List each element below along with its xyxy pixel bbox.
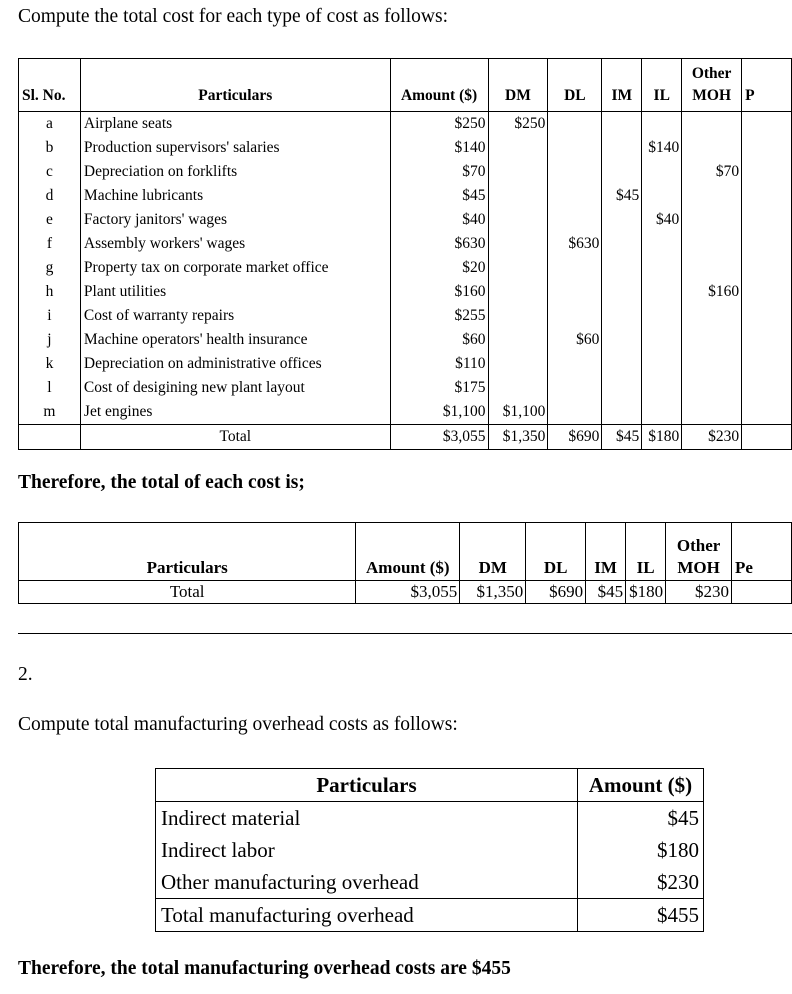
- intro-text: Compute the total cost for each type of cost as follows:: [18, 6, 448, 27]
- row-il: [642, 352, 682, 376]
- summary-header-im: IM: [586, 523, 626, 581]
- overhead-amount: $230: [578, 866, 704, 899]
- row-amount: $140: [390, 136, 488, 160]
- row-im: [602, 208, 642, 232]
- row-cut-off: [742, 256, 792, 280]
- row-other-moh: [682, 112, 742, 137]
- table-row: [19, 232, 792, 256]
- total-label: Total: [80, 425, 390, 450]
- summary-header-other-moh-bottom: MOH: [677, 558, 720, 577]
- summary-total-amount: $3,055: [356, 581, 460, 604]
- summary-total-im: $45: [586, 581, 626, 604]
- row-il: [642, 376, 682, 400]
- row-sl-no: i: [19, 304, 81, 328]
- row-il: [642, 160, 682, 184]
- row-other-moh: [682, 376, 742, 400]
- row-other-moh: [682, 304, 742, 328]
- summary-total-row: [19, 581, 792, 604]
- row-dl: [548, 400, 602, 425]
- row-cut-off: [742, 232, 792, 256]
- row-amount: $20: [390, 256, 488, 280]
- row-particular: Factory janitors' wages: [80, 208, 390, 232]
- summary-total-il: $180: [626, 581, 666, 604]
- overhead-particular: Indirect labor: [156, 834, 578, 866]
- row-il: $40: [642, 208, 682, 232]
- row-cut-off: [742, 112, 792, 137]
- table-row: [19, 328, 792, 352]
- summary-header-dm: DM: [460, 523, 526, 581]
- header-other-moh-bottom: MOH: [692, 87, 732, 104]
- total-dl: $690: [548, 425, 602, 450]
- row-dm: [488, 256, 548, 280]
- row-im: [602, 280, 642, 304]
- row-dm: [488, 376, 548, 400]
- row-sl-no: m: [19, 400, 81, 425]
- summary-total-other-moh: $230: [666, 581, 732, 604]
- row-particular: Depreciation on forklifts: [80, 160, 390, 184]
- row-particular: Property tax on corporate market office: [80, 256, 390, 280]
- row-im: [602, 160, 642, 184]
- overhead-header-particulars: Particulars: [156, 769, 578, 802]
- row-cut-off: [742, 280, 792, 304]
- summary-total-dl: $690: [526, 581, 586, 604]
- table-row: [19, 352, 792, 376]
- table-row: [19, 136, 792, 160]
- row-dl: [548, 136, 602, 160]
- total-im: $45: [602, 425, 642, 450]
- row-im: [602, 376, 642, 400]
- summary-total-cut-off: [732, 581, 792, 604]
- overhead-table: [155, 768, 704, 932]
- table-row: [19, 208, 792, 232]
- row-particular: Production supervisors' salaries: [80, 136, 390, 160]
- row-amount: $250: [390, 112, 488, 137]
- row-other-moh: $70: [682, 160, 742, 184]
- row-dl: [548, 112, 602, 137]
- overhead-row: [156, 834, 704, 866]
- row-im: [602, 256, 642, 280]
- row-particular: Airplane seats: [80, 112, 390, 137]
- row-sl-no: e: [19, 208, 81, 232]
- row-particular: Cost of warranty repairs: [80, 304, 390, 328]
- row-cut-off: [742, 352, 792, 376]
- row-cut-off: [742, 184, 792, 208]
- row-dl: $630: [548, 232, 602, 256]
- summary-table: [18, 522, 792, 604]
- therefore-each-heading: Therefore, the total of each cost is;: [18, 472, 305, 493]
- total-cut-off: [742, 425, 792, 450]
- row-amount: $630: [390, 232, 488, 256]
- row-particular: Plant utilities: [80, 280, 390, 304]
- row-il: $140: [642, 136, 682, 160]
- row-amount: $40: [390, 208, 488, 232]
- row-il: [642, 112, 682, 137]
- row-amount: $110: [390, 352, 488, 376]
- total-il: $180: [642, 425, 682, 450]
- total-amount: $3,055: [390, 425, 488, 450]
- row-im: [602, 352, 642, 376]
- row-cut-off: [742, 208, 792, 232]
- row-dm: $1,100: [488, 400, 548, 425]
- table-row: [19, 304, 792, 328]
- summary-header-row: [19, 523, 792, 581]
- row-dm: [488, 280, 548, 304]
- header-other-moh-top: Other: [691, 65, 732, 82]
- header-amount: Amount ($): [390, 59, 488, 112]
- summary-header-cut-off: Pe: [732, 523, 792, 581]
- row-sl-no: a: [19, 112, 81, 137]
- row-dl: $60: [548, 328, 602, 352]
- header-il: IL: [642, 59, 682, 112]
- row-other-moh: [682, 184, 742, 208]
- row-other-moh: [682, 256, 742, 280]
- table-header-row: [19, 59, 792, 112]
- row-particular: Machine lubricants: [80, 184, 390, 208]
- row-dm: [488, 328, 548, 352]
- row-cut-off: [742, 136, 792, 160]
- row-dl: [548, 376, 602, 400]
- summary-header-amount: Amount ($): [356, 523, 460, 581]
- row-il: [642, 280, 682, 304]
- row-amount: $255: [390, 304, 488, 328]
- row-amount: $70: [390, 160, 488, 184]
- row-dm: [488, 184, 548, 208]
- header-dm: DM: [488, 59, 548, 112]
- header-particulars: Particulars: [80, 59, 390, 112]
- question-number: 2.: [18, 664, 33, 685]
- row-dl: [548, 256, 602, 280]
- row-sl-no: b: [19, 136, 81, 160]
- row-sl-no: j: [19, 328, 81, 352]
- table-row: [19, 256, 792, 280]
- table-row: [19, 280, 792, 304]
- row-dm: [488, 304, 548, 328]
- summary-total-dm: $1,350: [460, 581, 526, 604]
- overhead-row: [156, 802, 704, 835]
- overhead-row: [156, 899, 704, 932]
- summary-header-dl: DL: [526, 523, 586, 581]
- row-other-moh: [682, 328, 742, 352]
- header-sl-no: Sl. No.: [19, 59, 81, 112]
- row-particular: Depreciation on administrative offices: [80, 352, 390, 376]
- conclusion-text: Therefore, the total manufacturing overhead costs are $455: [18, 958, 511, 979]
- row-dm: [488, 232, 548, 256]
- row-il: [642, 304, 682, 328]
- row-cut-off: [742, 400, 792, 425]
- header-cut-off: P: [742, 59, 792, 112]
- table-row: [19, 160, 792, 184]
- cost-classification-table: [18, 58, 792, 450]
- row-particular: Cost of desigining new plant layout: [80, 376, 390, 400]
- row-sl-no: k: [19, 352, 81, 376]
- row-dm: [488, 208, 548, 232]
- row-amount: $160: [390, 280, 488, 304]
- row-other-moh: [682, 136, 742, 160]
- row-particular: Assembly workers' wages: [80, 232, 390, 256]
- compute-overhead-text: Compute total manufacturing overhead costs as follows:: [18, 714, 458, 735]
- row-il: [642, 328, 682, 352]
- section-divider: [18, 633, 792, 634]
- row-other-moh: [682, 208, 742, 232]
- row-other-moh: [682, 352, 742, 376]
- row-amount: $45: [390, 184, 488, 208]
- row-cut-off: [742, 304, 792, 328]
- row-cut-off: [742, 328, 792, 352]
- row-il: [642, 184, 682, 208]
- overhead-amount: $180: [578, 834, 704, 866]
- table-row: [19, 184, 792, 208]
- row-dl: [548, 304, 602, 328]
- row-sl-no: h: [19, 280, 81, 304]
- row-amount: $1,100: [390, 400, 488, 425]
- row-sl-no: l: [19, 376, 81, 400]
- row-sl-no: g: [19, 256, 81, 280]
- overhead-amount: $45: [578, 802, 704, 835]
- total-row: [19, 425, 792, 450]
- total-dm: $1,350: [488, 425, 548, 450]
- row-cut-off: [742, 376, 792, 400]
- row-im: [602, 400, 642, 425]
- row-il: [642, 256, 682, 280]
- header-im: IM: [602, 59, 642, 112]
- row-im: [602, 304, 642, 328]
- row-particular: Machine operators' health insurance: [80, 328, 390, 352]
- overhead-amount: $455: [578, 899, 704, 932]
- summary-header-other-moh-top: Other: [676, 536, 721, 555]
- table-row: [19, 400, 792, 425]
- overhead-row: [156, 866, 704, 899]
- row-other-moh: [682, 232, 742, 256]
- row-dm: [488, 136, 548, 160]
- row-dl: [548, 280, 602, 304]
- overhead-particular: Total manufacturing overhead: [156, 899, 578, 932]
- row-im: [602, 136, 642, 160]
- total-other-moh: $230: [682, 425, 742, 450]
- row-particular: Jet engines: [80, 400, 390, 425]
- row-dm: $250: [488, 112, 548, 137]
- overhead-header-row: [156, 769, 704, 802]
- header-other-moh: [682, 59, 742, 112]
- row-im: [602, 232, 642, 256]
- summary-header-il: IL: [626, 523, 666, 581]
- summary-total-label: Total: [19, 581, 356, 604]
- row-dm: [488, 160, 548, 184]
- summary-header-particulars: Particulars: [19, 523, 356, 581]
- overhead-header-amount: Amount ($): [578, 769, 704, 802]
- header-dl: DL: [548, 59, 602, 112]
- row-sl-no: c: [19, 160, 81, 184]
- table-row: [19, 112, 792, 137]
- summary-header-other-moh: [666, 523, 732, 581]
- row-amount: $175: [390, 376, 488, 400]
- row-il: [642, 400, 682, 425]
- row-dm: [488, 352, 548, 376]
- overhead-particular: Other manufacturing overhead: [156, 866, 578, 899]
- row-im: $45: [602, 184, 642, 208]
- row-dl: [548, 352, 602, 376]
- row-other-moh: [682, 400, 742, 425]
- row-dl: [548, 208, 602, 232]
- row-cut-off: [742, 160, 792, 184]
- row-im: [602, 328, 642, 352]
- overhead-particular: Indirect material: [156, 802, 578, 835]
- row-sl-no: f: [19, 232, 81, 256]
- row-sl-no: d: [19, 184, 81, 208]
- table-row: [19, 376, 792, 400]
- row-dl: [548, 184, 602, 208]
- row-il: [642, 232, 682, 256]
- row-dl: [548, 160, 602, 184]
- row-other-moh: $160: [682, 280, 742, 304]
- total-sl-blank: [19, 425, 81, 450]
- row-im: [602, 112, 642, 137]
- row-amount: $60: [390, 328, 488, 352]
